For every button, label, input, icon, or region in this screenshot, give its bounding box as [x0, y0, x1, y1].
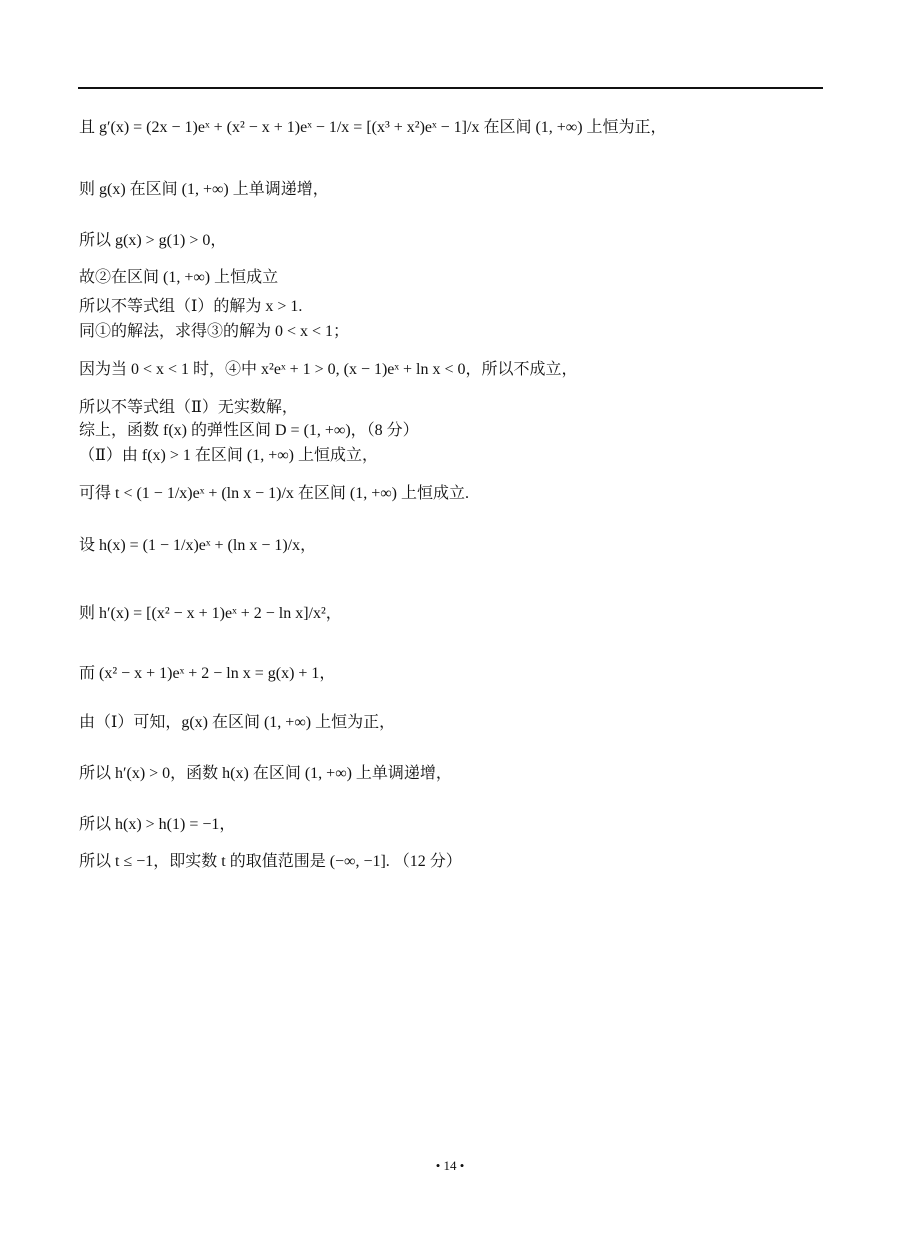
text-line: 所以 t ≤ −1，即实数 t 的取值范围是 (−∞, −1]. （12 分）	[79, 853, 462, 870]
text-line: 综上，函数 f(x) 的弹性区间 D = (1, +∞)，（8 分）	[79, 422, 419, 439]
text-line: 可得 t < (1 − 1/x)eˣ + (ln x − 1)/x 在区间 (1, +∞) 上恒成立.	[79, 485, 470, 502]
text-line: 同①的解法，求得③的解为 0 < x < 1；	[79, 323, 350, 340]
header-rule	[78, 87, 823, 89]
text-line: 所以不等式组（Ⅱ）无实数解，	[79, 399, 298, 416]
text-line: 且 g′(x) = (2x − 1)eˣ + (x² − x + 1)eˣ − 1/x = [(x³ + x²)eˣ − 1]/x 在区间 (1, +∞) 上恒为正，	[79, 119, 667, 136]
text-line: 因为当 0 < x < 1 时，④中 x²eˣ + 1 > 0, (x − 1)eˣ + ln x < 0，所以不成立，	[79, 361, 578, 378]
text-line: 由（Ⅰ）可知，g(x) 在区间 (1, +∞) 上恒为正，	[79, 714, 396, 731]
text-line: （Ⅱ）由 f(x) > 1 在区间 (1, +∞) 上恒成立，	[79, 447, 378, 464]
text-line: 所以 h(x) > h(1) = −1，	[79, 816, 236, 833]
text-line: 则 g(x) 在区间 (1, +∞) 上单调递增，	[79, 181, 329, 198]
text-line: 所以 g(x) > g(1) > 0，	[79, 232, 227, 249]
text-line: 则 h′(x) = [(x² − x + 1)eˣ + 2 − ln x]/x²，	[79, 605, 342, 622]
text-line: 故②在区间 (1, +∞) 上恒成立	[79, 269, 279, 286]
text-line: 设 h(x) = (1 − 1/x)eˣ + (ln x − 1)/x，	[79, 537, 317, 554]
text-line: 所以不等式组（Ⅰ）的解为 x > 1.	[79, 298, 303, 315]
page-number: • 14 •	[435, 1158, 465, 1173]
text-line: 而 (x² − x + 1)eˣ + 2 − ln x = g(x) + 1，	[79, 665, 336, 682]
text-line: 所以 h′(x) > 0，函数 h(x) 在区间 (1, +∞) 上单调递增，	[79, 765, 452, 782]
